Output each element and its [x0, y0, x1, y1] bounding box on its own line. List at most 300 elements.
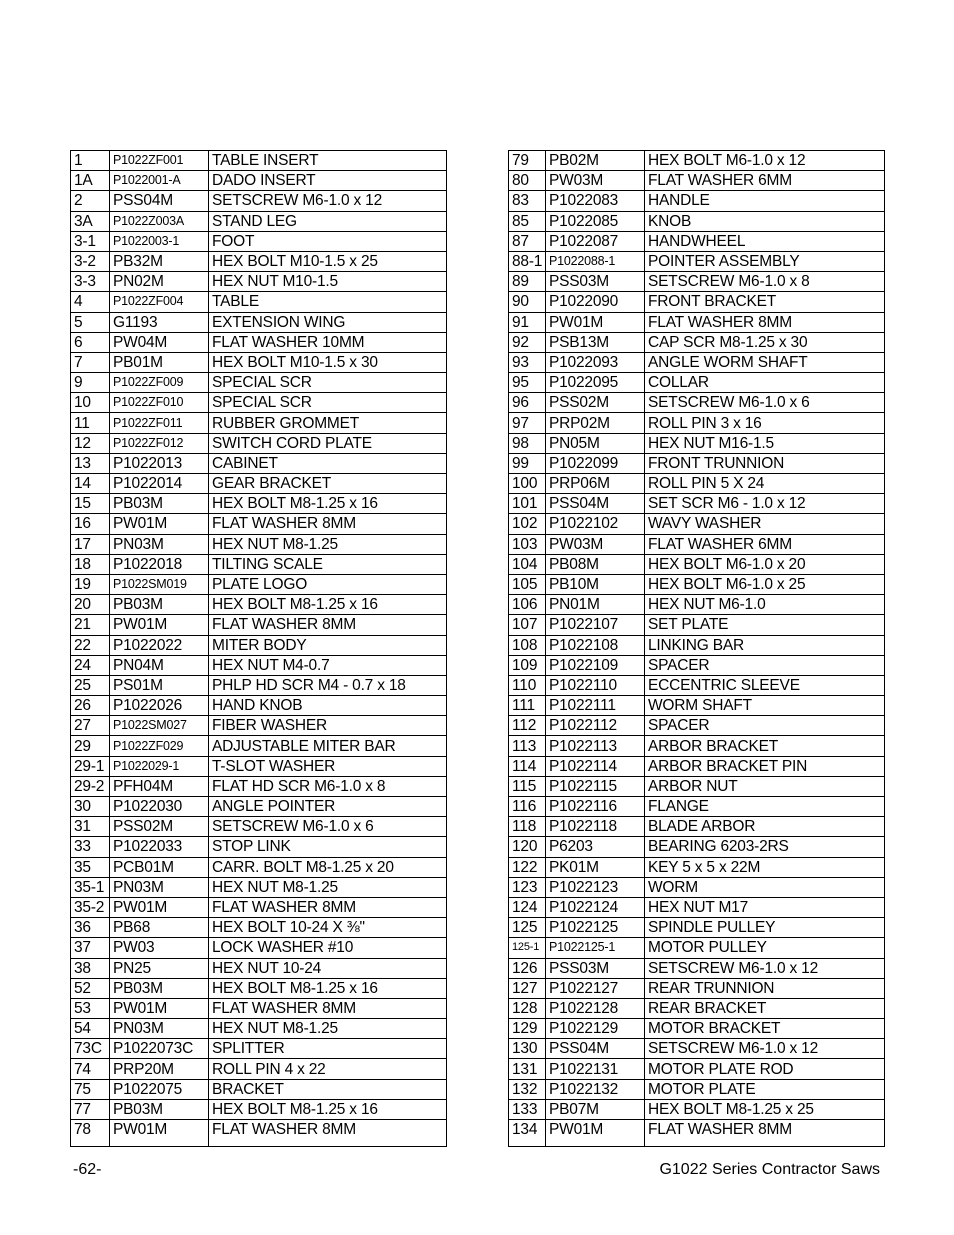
- table-row: [509, 554, 885, 574]
- cell-part: P1022088-1: [546, 251, 645, 271]
- cell-description: SPACER: [645, 716, 885, 736]
- cell-ref: 37: [71, 938, 110, 958]
- cell-part: PSB13M: [546, 332, 645, 352]
- table-row: [71, 352, 447, 372]
- cell-part: P1022026: [110, 696, 209, 716]
- cell-ref: 120: [509, 837, 546, 857]
- cell-description: CARR. BOLT M8-1.25 x 20: [209, 857, 447, 877]
- table-row: [509, 514, 885, 534]
- cell-ref: 1: [71, 151, 110, 171]
- cell-description: HEX BOLT M8-1.25 x 16: [209, 1099, 447, 1119]
- cell-ref: 75: [71, 1079, 110, 1099]
- cell-ref: 96: [509, 393, 546, 413]
- cell-ref: 105: [509, 574, 546, 594]
- cell-description: FLAT WASHER 10MM: [209, 332, 447, 352]
- cell-description: HEX BOLT M8-1.25 x 16: [209, 978, 447, 998]
- cell-ref: 111: [509, 696, 546, 716]
- cell-part: P1022127: [546, 978, 645, 998]
- table-row: [509, 373, 885, 393]
- cell-part: P1022090: [546, 292, 645, 312]
- cell-description: SETSCREW M6-1.0 x 12: [209, 191, 447, 211]
- table-row: [71, 655, 447, 675]
- cell-description: SETSCREW M6-1.0 x 6: [645, 393, 885, 413]
- table-row: [509, 877, 885, 897]
- cell-part: PRP06M: [546, 474, 645, 494]
- cell-ref: 17: [71, 534, 110, 554]
- cell-part: P6203: [546, 837, 645, 857]
- cell-ref: 127: [509, 978, 546, 998]
- table-row: [509, 231, 885, 251]
- cell-ref: 102: [509, 514, 546, 534]
- cell-ref: 24: [71, 655, 110, 675]
- table-row: [509, 655, 885, 675]
- cell-part: PN03M: [110, 1019, 209, 1039]
- table-row: [509, 1019, 885, 1039]
- cell-description: T-SLOT WASHER: [209, 756, 447, 776]
- cell-part: P1022112: [546, 716, 645, 736]
- cell-part: P1022108: [546, 635, 645, 655]
- cell-ref: 125-1: [509, 938, 546, 958]
- cell-description: HEX BOLT M6-1.0 x 12: [645, 151, 885, 171]
- cell-part: P1022125-1: [546, 938, 645, 958]
- cell-ref: 95: [509, 373, 546, 393]
- cell-part: G1193: [110, 312, 209, 332]
- cell-description: REAR BRACKET: [645, 998, 885, 1018]
- cell-description: CABINET: [209, 453, 447, 473]
- table-row: [71, 272, 447, 292]
- cell-ref: 38: [71, 958, 110, 978]
- cell-part: P1022128: [546, 998, 645, 1018]
- cell-description: FRONT TRUNNION: [645, 453, 885, 473]
- cell-ref: 115: [509, 776, 546, 796]
- cell-part: P1022ZF009: [110, 373, 209, 393]
- table-row: [71, 635, 447, 655]
- table-row: [509, 1120, 885, 1147]
- table-row: [509, 1079, 885, 1099]
- table-row: [71, 837, 447, 857]
- cell-ref: 18: [71, 554, 110, 574]
- cell-ref: 13: [71, 453, 110, 473]
- table-row: [509, 574, 885, 594]
- cell-description: MOTOR PLATE: [645, 1079, 885, 1099]
- cell-ref: 4: [71, 292, 110, 312]
- cell-description: POINTER ASSEMBLY: [645, 251, 885, 271]
- cell-ref: 92: [509, 332, 546, 352]
- cell-description: SET SCR M6 - 1.0 x 12: [645, 494, 885, 514]
- cell-description: HEX NUT 10-24: [209, 958, 447, 978]
- cell-description: WAVY WASHER: [645, 514, 885, 534]
- table-row: [509, 918, 885, 938]
- cell-description: KEY 5 x 5 x 22M: [645, 857, 885, 877]
- cell-part: PN02M: [110, 272, 209, 292]
- cell-description: HEX BOLT M6-1.0 x 25: [645, 574, 885, 594]
- cell-description: ARBOR NUT: [645, 776, 885, 796]
- cell-ref: 21: [71, 615, 110, 635]
- cell-part: PW03: [110, 938, 209, 958]
- cell-part: PB68: [110, 918, 209, 938]
- table-row: [71, 958, 447, 978]
- cell-ref: 113: [509, 736, 546, 756]
- cell-part: P1022ZF029: [110, 736, 209, 756]
- cell-ref: 109: [509, 655, 546, 675]
- cell-description: REAR TRUNNION: [645, 978, 885, 998]
- cell-description: HEX NUT M8-1.25: [209, 1019, 447, 1039]
- cell-description: SPACER: [645, 655, 885, 675]
- cell-description: SPECIAL SCR: [209, 373, 447, 393]
- cell-description: FLAT WASHER 8MM: [645, 1120, 885, 1147]
- table-row: [71, 776, 447, 796]
- cell-description: FRONT BRACKET: [645, 292, 885, 312]
- cell-description: FIBER WASHER: [209, 716, 447, 736]
- cell-description: MOTOR BRACKET: [645, 1019, 885, 1039]
- cell-part: P1022018: [110, 554, 209, 574]
- cell-part: P1022102: [546, 514, 645, 534]
- table-row: [71, 918, 447, 938]
- cell-description: SETSCREW M6-1.0 x 6: [209, 817, 447, 837]
- cell-description: FLAT WASHER 8MM: [645, 312, 885, 332]
- table-row: [509, 595, 885, 615]
- cell-description: COLLAR: [645, 373, 885, 393]
- cell-description: HEX BOLT M6-1.0 x 20: [645, 554, 885, 574]
- cell-part: PW01M: [110, 514, 209, 534]
- table-row: [71, 595, 447, 615]
- table-row: [509, 756, 885, 776]
- cell-description: SWITCH CORD PLATE: [209, 433, 447, 453]
- table-row: [71, 1019, 447, 1039]
- table-row: [509, 494, 885, 514]
- cell-ref: 123: [509, 877, 546, 897]
- cell-description: PLATE LOGO: [209, 574, 447, 594]
- cell-description: KNOB: [645, 211, 885, 231]
- cell-part: P1022013: [110, 453, 209, 473]
- cell-description: FLAT WASHER 6MM: [645, 171, 885, 191]
- cell-description: HEX NUT M10-1.5: [209, 272, 447, 292]
- cell-part: PSS04M: [546, 1039, 645, 1059]
- table-row: [71, 514, 447, 534]
- cell-description: BEARING 6203-2RS: [645, 837, 885, 857]
- cell-part: P1022125: [546, 918, 645, 938]
- cell-ref: 25: [71, 675, 110, 695]
- cell-description: BLADE ARBOR: [645, 817, 885, 837]
- cell-part: PB03M: [110, 494, 209, 514]
- table-row: [71, 1039, 447, 1059]
- cell-ref: 130: [509, 1039, 546, 1059]
- cell-description: FLAT WASHER 8MM: [209, 897, 447, 917]
- cell-ref: 132: [509, 1079, 546, 1099]
- cell-description: TABLE INSERT: [209, 151, 447, 171]
- cell-description: HEX NUT M8-1.25: [209, 534, 447, 554]
- cell-ref: 2: [71, 191, 110, 211]
- cell-part: P1022Z003A: [110, 211, 209, 231]
- cell-description: SPECIAL SCR: [209, 393, 447, 413]
- cell-description: HEX BOLT M8-1.25 x 16: [209, 595, 447, 615]
- cell-description: HEX NUT M8-1.25: [209, 877, 447, 897]
- cell-description: CAP SCR M8-1.25 x 30: [645, 332, 885, 352]
- cell-ref: 7: [71, 352, 110, 372]
- table-row: [71, 413, 447, 433]
- cell-ref: 126: [509, 958, 546, 978]
- cell-part: P1022003-1: [110, 231, 209, 251]
- table-row: [509, 151, 885, 171]
- cell-ref: 6: [71, 332, 110, 352]
- table-row: [71, 615, 447, 635]
- table-row: [509, 797, 885, 817]
- cell-ref: 112: [509, 716, 546, 736]
- cell-part: P1022030: [110, 797, 209, 817]
- table-row: [509, 776, 885, 796]
- table-row: [509, 857, 885, 877]
- cell-description: FLAT HD SCR M6-1.0 x 8: [209, 776, 447, 796]
- cell-description: WORM SHAFT: [645, 696, 885, 716]
- cell-part: PN04M: [110, 655, 209, 675]
- table-row: [509, 474, 885, 494]
- table-row: [509, 211, 885, 231]
- table-row: [509, 736, 885, 756]
- cell-description: FLAT WASHER 8MM: [209, 998, 447, 1018]
- cell-ref: 26: [71, 696, 110, 716]
- table-row: [71, 797, 447, 817]
- cell-part: P1022033: [110, 837, 209, 857]
- table-row: [71, 332, 447, 352]
- cell-ref: 103: [509, 534, 546, 554]
- cell-ref: 27: [71, 716, 110, 736]
- cell-part: PW01M: [110, 1120, 209, 1147]
- cell-description: WORM: [645, 877, 885, 897]
- cell-ref: 19: [71, 574, 110, 594]
- cell-description: HEX BOLT M8-1.25 x 16: [209, 494, 447, 514]
- cell-part: P1022029-1: [110, 756, 209, 776]
- table-row: [71, 171, 447, 191]
- table-row: [71, 1079, 447, 1099]
- cell-part: PW03M: [546, 534, 645, 554]
- page-number: -62-: [73, 1161, 102, 1178]
- document-title: G1022 Series Contractor Saws: [659, 1161, 880, 1178]
- cell-ref: 35-2: [71, 897, 110, 917]
- cell-part: PSS03M: [546, 958, 645, 978]
- cell-part: P1022093: [546, 352, 645, 372]
- cell-part: P1022ZF004: [110, 292, 209, 312]
- table-row: [71, 877, 447, 897]
- cell-ref: 106: [509, 595, 546, 615]
- table-row: [71, 151, 447, 171]
- table-row: [71, 373, 447, 393]
- cell-part: P1022107: [546, 615, 645, 635]
- cell-description: SETSCREW M6-1.0 x 12: [645, 1039, 885, 1059]
- cell-part: P1022075: [110, 1079, 209, 1099]
- cell-ref: 35: [71, 857, 110, 877]
- table-row: [71, 675, 447, 695]
- cell-description: SET PLATE: [645, 615, 885, 635]
- cell-part: PW01M: [110, 998, 209, 1018]
- table-row: [71, 393, 447, 413]
- cell-ref: 131: [509, 1059, 546, 1079]
- table-row: [509, 1099, 885, 1119]
- cell-description: FLAT WASHER 8MM: [209, 1120, 447, 1147]
- cell-part: PB02M: [546, 151, 645, 171]
- cell-ref: 16: [71, 514, 110, 534]
- table-row: [509, 393, 885, 413]
- cell-ref: 122: [509, 857, 546, 877]
- cell-part: PB07M: [546, 1099, 645, 1119]
- cell-ref: 74: [71, 1059, 110, 1079]
- cell-part: PB03M: [110, 595, 209, 615]
- cell-ref: 100: [509, 474, 546, 494]
- table-row: [509, 696, 885, 716]
- parts-table-left-body: [71, 151, 447, 1147]
- cell-part: PW01M: [546, 312, 645, 332]
- cell-ref: 104: [509, 554, 546, 574]
- cell-description: ANGLE WORM SHAFT: [645, 352, 885, 372]
- table-row: [509, 534, 885, 554]
- table-row: [509, 292, 885, 312]
- cell-description: MITER BODY: [209, 635, 447, 655]
- cell-ref: 53: [71, 998, 110, 1018]
- cell-part: P1022083: [546, 191, 645, 211]
- cell-part: P1022118: [546, 817, 645, 837]
- table-row: [71, 716, 447, 736]
- cell-description: ROLL PIN 3 x 16: [645, 413, 885, 433]
- cell-part: P1022115: [546, 776, 645, 796]
- cell-ref: 88-1: [509, 251, 546, 271]
- cell-ref: 83: [509, 191, 546, 211]
- cell-ref: 90: [509, 292, 546, 312]
- cell-ref: 133: [509, 1099, 546, 1119]
- cell-part: PW01M: [110, 615, 209, 635]
- table-row: [71, 574, 447, 594]
- table-row: [71, 534, 447, 554]
- cell-description: HEX NUT M4-0.7: [209, 655, 447, 675]
- cell-part: PW01M: [110, 897, 209, 917]
- cell-part: P1022132: [546, 1079, 645, 1099]
- cell-ref: 101: [509, 494, 546, 514]
- table-row: [509, 716, 885, 736]
- table-row: [509, 675, 885, 695]
- cell-description: RUBBER GROMMET: [209, 413, 447, 433]
- table-row: [509, 171, 885, 191]
- cell-description: FLAT WASHER 8MM: [209, 615, 447, 635]
- cell-ref: 79: [509, 151, 546, 171]
- cell-ref: 107: [509, 615, 546, 635]
- cell-ref: 22: [71, 635, 110, 655]
- cell-description: HANDWHEEL: [645, 231, 885, 251]
- table-row: [509, 191, 885, 211]
- cell-description: ANGLE POINTER: [209, 797, 447, 817]
- cell-ref: 35-1: [71, 877, 110, 897]
- table-row: [71, 554, 447, 574]
- cell-description: EXTENSION WING: [209, 312, 447, 332]
- cell-description: HEX NUT M6-1.0: [645, 595, 885, 615]
- cell-ref: 124: [509, 897, 546, 917]
- table-row: [509, 958, 885, 978]
- cell-part: PCB01M: [110, 857, 209, 877]
- cell-ref: 110: [509, 675, 546, 695]
- cell-ref: 1A: [71, 171, 110, 191]
- cell-description: FLAT WASHER 6MM: [645, 534, 885, 554]
- cell-description: HEX BOLT M10-1.5 x 30: [209, 352, 447, 372]
- table-row: [71, 231, 447, 251]
- table-row: [71, 453, 447, 473]
- table-row: [71, 312, 447, 332]
- cell-part: PW01M: [546, 1120, 645, 1147]
- table-row: [71, 292, 447, 312]
- cell-ref: 9: [71, 373, 110, 393]
- table-row: [509, 817, 885, 837]
- cell-part: P1022ZF011: [110, 413, 209, 433]
- table-row: [509, 272, 885, 292]
- cell-description: TILTING SCALE: [209, 554, 447, 574]
- cell-ref: 10: [71, 393, 110, 413]
- cell-ref: 97: [509, 413, 546, 433]
- cell-part: PRP20M: [110, 1059, 209, 1079]
- cell-part: P1022113: [546, 736, 645, 756]
- table-row: [71, 756, 447, 776]
- table-row: [509, 312, 885, 332]
- table-row: [71, 696, 447, 716]
- cell-part: PB01M: [110, 352, 209, 372]
- table-row: [509, 837, 885, 857]
- cell-description: FLANGE: [645, 797, 885, 817]
- cell-part: P1022124: [546, 897, 645, 917]
- cell-description: HAND KNOB: [209, 696, 447, 716]
- cell-part: P1022109: [546, 655, 645, 675]
- cell-part: PSS02M: [110, 817, 209, 837]
- table-row: [71, 1099, 447, 1119]
- table-row: [71, 998, 447, 1018]
- table-row: [509, 978, 885, 998]
- table-row: [509, 998, 885, 1018]
- cell-part: P1022014: [110, 474, 209, 494]
- cell-ref: 108: [509, 635, 546, 655]
- cell-part: PK01M: [546, 857, 645, 877]
- cell-part: PN03M: [110, 534, 209, 554]
- cell-description: ARBOR BRACKET PIN: [645, 756, 885, 776]
- table-row: [71, 817, 447, 837]
- table-row: [71, 1120, 447, 1147]
- table-row: [71, 211, 447, 231]
- cell-ref: 52: [71, 978, 110, 998]
- table-row: [509, 938, 885, 958]
- cell-part: PN01M: [546, 595, 645, 615]
- table-row: [509, 413, 885, 433]
- cell-part: P1022129: [546, 1019, 645, 1039]
- cell-part: P1022ZF010: [110, 393, 209, 413]
- cell-part: PN25: [110, 958, 209, 978]
- cell-ref: 93: [509, 352, 546, 372]
- cell-ref: 11: [71, 413, 110, 433]
- cell-ref: 134: [509, 1120, 546, 1147]
- table-row: [71, 1059, 447, 1079]
- cell-ref: 5: [71, 312, 110, 332]
- cell-ref: 98: [509, 433, 546, 453]
- cell-part: P1022022: [110, 635, 209, 655]
- cell-part: PB08M: [546, 554, 645, 574]
- cell-part: P1022001-A: [110, 171, 209, 191]
- cell-part: P1022095: [546, 373, 645, 393]
- cell-description: BRACKET: [209, 1079, 447, 1099]
- cell-description: HEX BOLT M10-1.5 x 25: [209, 251, 447, 271]
- table-row: [71, 191, 447, 211]
- cell-part: PS01M: [110, 675, 209, 695]
- cell-description: STOP LINK: [209, 837, 447, 857]
- cell-part: PSS04M: [546, 494, 645, 514]
- table-row: [71, 251, 447, 271]
- cell-ref: 80: [509, 171, 546, 191]
- cell-ref: 125: [509, 918, 546, 938]
- cell-ref: 3-3: [71, 272, 110, 292]
- cell-part: P1022123: [546, 877, 645, 897]
- table-row: [509, 1039, 885, 1059]
- cell-description: ADJUSTABLE MITER BAR: [209, 736, 447, 756]
